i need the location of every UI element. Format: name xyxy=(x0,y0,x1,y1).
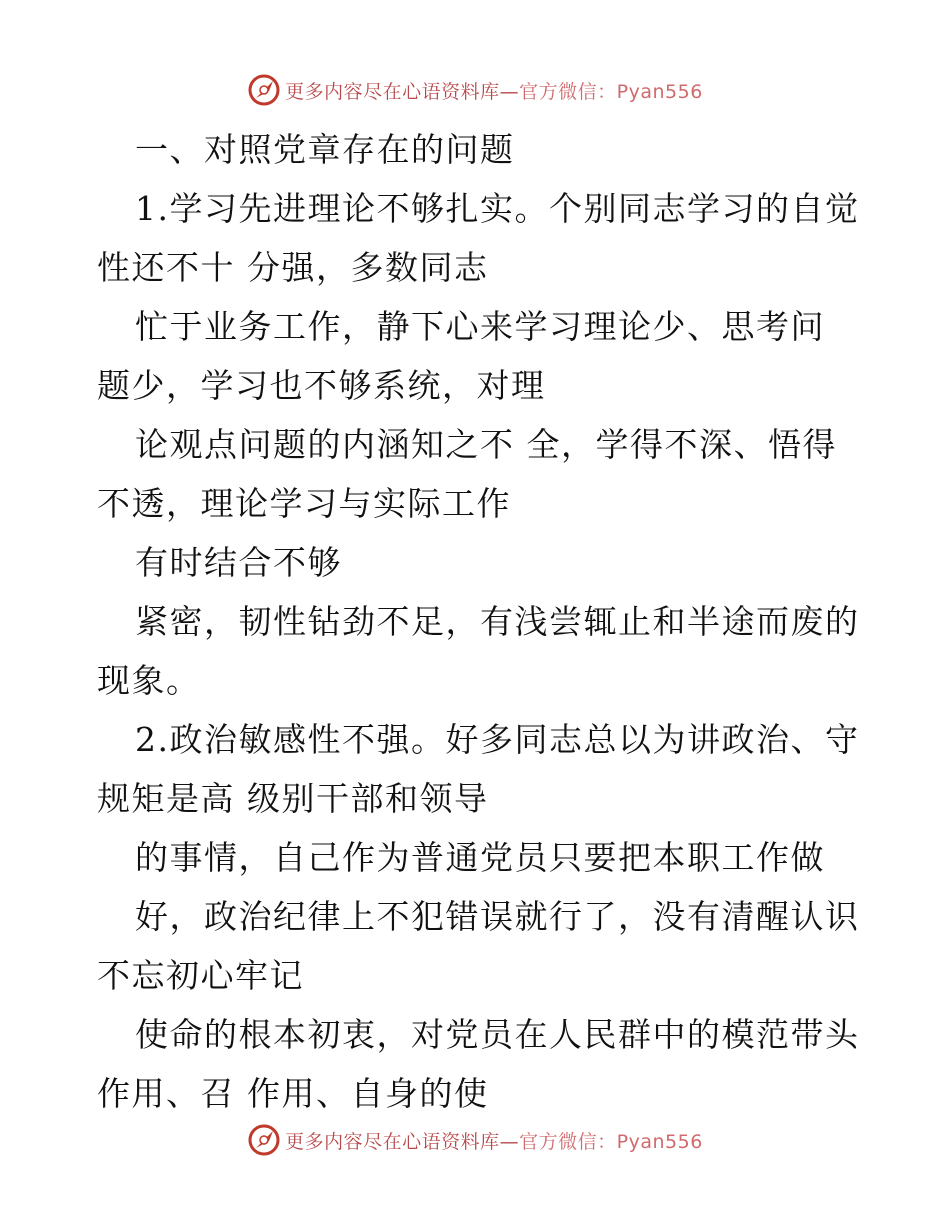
paragraph-line: 规矩是高 级别干部和领导 xyxy=(97,779,489,818)
paragraph-line: 现象。 xyxy=(97,661,201,700)
paragraph-line: 不透，理论学习与实际工作 xyxy=(97,484,511,523)
paragraph-line: 有时结合不够 xyxy=(135,543,342,582)
paragraph-line: 性还不十 分强，多数同志 xyxy=(97,248,489,287)
paragraph-line: 忙于业务工作，静下心来学习理论少、思考问 xyxy=(135,307,825,346)
footer-banner xyxy=(0,1120,950,1160)
banner-text: 更多内容尽在心语资料库—官方微信：Pyan556 xyxy=(285,1130,703,1153)
header-banner xyxy=(0,70,950,110)
section-heading: 一、对照党章存在的问题 xyxy=(135,130,515,169)
paragraph-line: 论观点问题的内涵知之不 全，学得不深、悟得 xyxy=(135,425,837,464)
paragraph-line: 题少，学习也不够系统，对理 xyxy=(97,366,546,405)
banner-text: 更多内容尽在心语资料库—官方微信：Pyan556 xyxy=(285,80,703,103)
quill-logo-icon xyxy=(247,1123,281,1157)
paragraph-line: 好，政治纪律上不犯错误就行了，没有清醒认识 xyxy=(135,897,860,936)
quill-logo-icon xyxy=(247,73,281,107)
document-body xyxy=(97,120,860,1123)
paragraph-line: 不忘初心牢记 xyxy=(97,956,304,995)
paragraph-line: 1.学习先进理论不够扎实。个别同志学习的自觉 xyxy=(135,189,860,228)
paragraph-line: 作用、召 作用、自身的使 xyxy=(97,1074,489,1113)
paragraph-line: 2.政治敏感性不强。好多同志总以为讲政治、守 xyxy=(135,720,860,759)
paragraph-line: 的事情，自己作为普通党员只要把本职工作做 xyxy=(135,838,825,877)
paragraph-line: 紧密，韧性钻劲不足，有浅尝辄止和半途而废的 xyxy=(135,602,860,641)
paragraph-line: 使命的根本初衷，对党员在人民群中的模范带头 xyxy=(135,1015,860,1054)
